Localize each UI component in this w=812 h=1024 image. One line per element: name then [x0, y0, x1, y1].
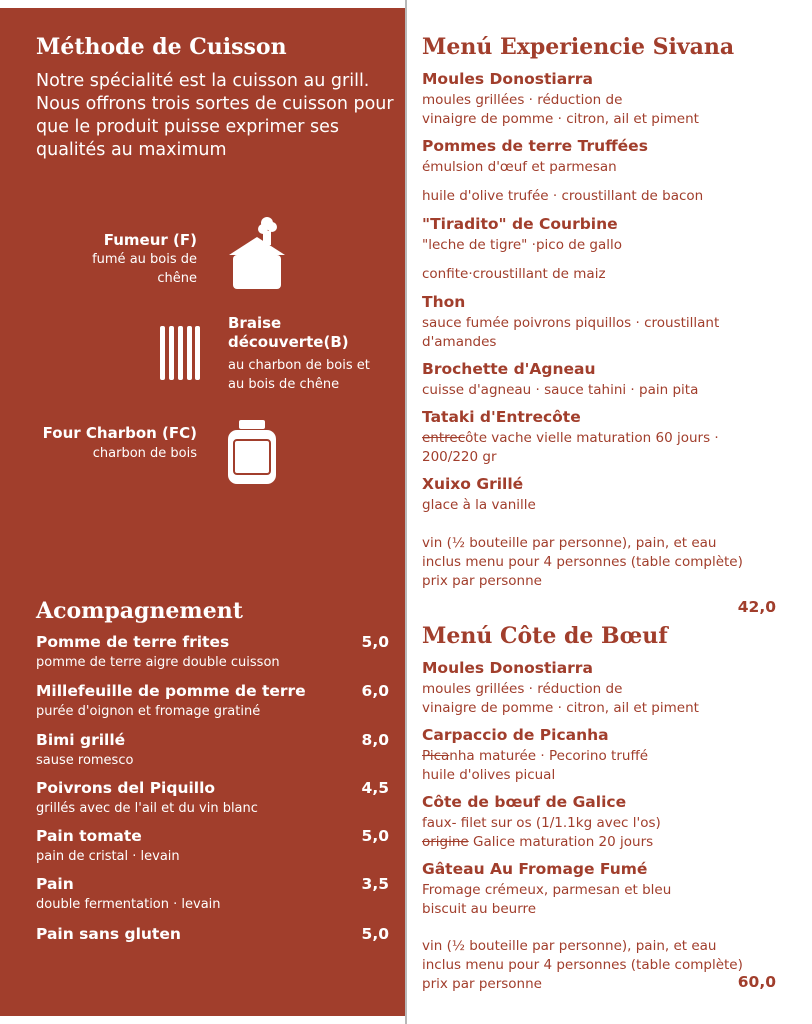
dish-name: Carpaccio de Picanha — [422, 726, 609, 744]
struck-text: origine — [422, 834, 469, 850]
method-braise-name-2: découverte(B) — [228, 333, 349, 351]
dish-desc: d'amandes — [422, 334, 497, 350]
accompaniment-title: Acompagnement — [36, 598, 243, 624]
menu-cote-price: 60,0 — [737, 973, 776, 991]
method-braise-desc-1: au charbon de bois et — [228, 358, 370, 373]
side-desc: grillés avec de l'ail et du vin blanc — [36, 801, 258, 816]
method-smoker-desc-2: chêne — [157, 271, 197, 286]
menu-note: prix par personne — [422, 573, 542, 589]
cooking-panel — [0, 8, 405, 1016]
smokehouse-icon — [226, 213, 288, 293]
method-braise-name-1: Braise — [228, 314, 282, 332]
menu-note: inclus menu pour 4 personnes (table complète) — [422, 957, 743, 973]
struck-text: Pica — [422, 748, 450, 764]
dish-desc: origine Galice maturation 20 jours — [422, 834, 654, 850]
menu-note: vin (½ bouteille par personne), pain, et eau — [422, 938, 717, 954]
dish-desc: glace à la vanille — [422, 497, 536, 513]
dish-name: "Tiradito" de Courbine — [422, 215, 618, 233]
method-smoker-name: Fumeur (F) — [103, 231, 197, 249]
side-name: Pomme de terre frites — [36, 633, 230, 651]
dish-name: Brochette d'Agneau — [422, 360, 596, 378]
struck-text: entrec — [422, 430, 466, 446]
method-smoker-desc-1: fumé au bois de — [92, 252, 197, 267]
side-price: 4,5 — [361, 779, 389, 797]
side-price: 5,0 — [361, 925, 389, 943]
side-desc: purée d'oignon et fromage gratiné — [36, 704, 261, 719]
method-oven-desc: charbon de bois — [92, 446, 197, 461]
dish-name: Moules Donostiarra — [422, 70, 593, 88]
dish-desc: 200/220 gr — [422, 449, 497, 465]
dish-desc: sauce fumée poivrons piquillos · croustillant — [422, 315, 720, 331]
cooking-intro: Notre spécialité est la cuisson au grill. Nous offrons trois sortes de cuisson pour que le produit puisse exprimer ses qualités au maximum — [36, 71, 394, 160]
menus-panel — [405, 0, 812, 1024]
dish-desc: émulsion d'œuf et parmesan — [422, 159, 617, 175]
grill-bars-icon — [160, 326, 200, 380]
side-desc: sause romesco — [36, 753, 134, 768]
menu-note: inclus menu pour 4 personnes (table complète) — [422, 554, 743, 570]
side-price: 5,0 — [361, 633, 389, 651]
method-oven-name: Four Charbon (FC) — [42, 424, 197, 442]
side-name: Pain tomate — [36, 827, 142, 845]
dish-name: Moules Donostiarra — [422, 659, 593, 677]
dish-name: Pommes de terre Truffées — [422, 137, 648, 155]
side-desc: pain de cristal · levain — [36, 849, 180, 864]
side-desc: double fermentation · levain — [36, 897, 221, 912]
side-price: 6,0 — [361, 682, 389, 700]
menu-cote-title: Menú Côte de Bœuf — [422, 623, 668, 649]
side-name: Poivrons del Piquillo — [36, 779, 216, 797]
dish-desc: Fromage crémeux, parmesan et bleu — [422, 882, 672, 898]
side-name: Pain sans gluten — [36, 925, 181, 943]
dish-desc: vinaigre de pomme · citron, ail et piment — [422, 700, 699, 716]
dish-desc: biscuit au beurre — [422, 901, 537, 917]
dish-desc: huile d'olives picual — [422, 767, 556, 783]
dish-name: Gâteau Au Fromage Fumé — [422, 860, 648, 878]
side-price: 3,5 — [361, 875, 389, 893]
dish-name: Thon — [422, 293, 466, 311]
charcoal-oven-icon — [226, 420, 278, 486]
dish-desc: vinaigre de pomme · citron, ail et piment — [422, 111, 699, 127]
dish-desc: "leche de tigre" ·pico de gallo — [422, 237, 623, 253]
side-name: Pain — [36, 875, 74, 893]
menu-note: prix par personne — [422, 976, 542, 992]
side-price: 8,0 — [361, 731, 389, 749]
method-braise-desc-2: au bois de chêne — [228, 377, 340, 392]
dish-desc: cuisse d'agneau · sauce tahini · pain pita — [422, 382, 699, 398]
side-name: Millefeuille de pomme de terre — [36, 682, 306, 700]
cooking-method-title: Méthode de Cuisson — [36, 34, 287, 60]
menu-note: vin (½ bouteille par personne), pain, et eau — [422, 535, 717, 551]
dish-desc: faux- filet sur os (1/1.1kg avec l'os) — [422, 815, 661, 831]
dish-desc: Picanha maturée · Pecorino truffé — [422, 748, 649, 764]
dish-desc: confite·croustillant de maiz — [422, 266, 606, 282]
dish-name: Xuixo Grillé — [422, 475, 524, 493]
dish-name: Côte de bœuf de Galice — [422, 793, 627, 811]
dish-desc: moules grillées · réduction de — [422, 92, 623, 108]
dish-desc: moules grillées · réduction de — [422, 681, 623, 697]
menu-sivana-title: Menú Experiencie Sivana — [422, 34, 735, 60]
dish-desc: huile d'olive trufée · croustillant de bacon — [422, 188, 704, 204]
menu-sivana-price: 42,0 — [737, 598, 776, 616]
side-price: 5,0 — [361, 827, 389, 845]
side-desc: pomme de terre aigre double cuisson — [36, 655, 280, 670]
dish-desc: entrecôte vache vielle maturation 60 jours · — [422, 430, 719, 446]
dish-name: Tataki d'Entrecôte — [422, 408, 581, 426]
side-name: Bimi grillé — [36, 731, 126, 749]
